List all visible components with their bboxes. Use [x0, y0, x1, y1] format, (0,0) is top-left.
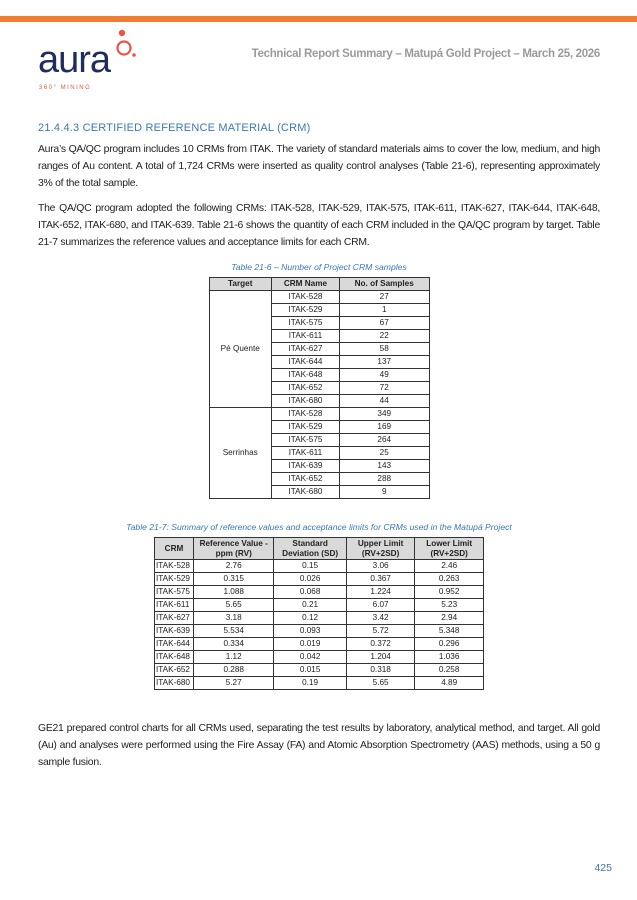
crm-name-cell: ITAK-528	[271, 291, 339, 304]
crm-name-cell: ITAK-528	[271, 408, 339, 421]
paragraph-control-charts: GE21 prepared control charts for all CRMs used, separating the test results by laboratory, analytical method, and target. All gold (Au) and analyses were performed using the Fire Assay (FA) and Atomic Absorption Spectrometry (AAS) methods, using a 50 g sample fusion.	[38, 723, 600, 768]
crm-name-cell: ITAK-611	[271, 447, 339, 460]
value-cell: 2.46	[415, 560, 484, 573]
value-cell: 0.068	[274, 586, 346, 599]
crm-name-cell: ITAK-680	[271, 395, 339, 408]
crm-name-cell: ITAK-627	[271, 343, 339, 356]
value-cell: 2.76	[193, 560, 273, 573]
sample-count-cell: 44	[339, 395, 429, 408]
value-cell: 0.042	[274, 651, 346, 664]
paragraph-intro: Aura’s QA/QC program includes 10 CRMs from ITAK. The variety of standard materials aims to cover the low, medium, and high ranges of Au content. A total of 1,724 CRMs were inserted as quality control analyses (Table 21-6), representing approximately 3% of the total sample.	[38, 144, 600, 189]
crm-name-cell: ITAK-648	[271, 369, 339, 382]
table-row	[155, 586, 484, 599]
crm-name-cell: ITAK-575	[155, 586, 194, 599]
value-cell: 4.89	[415, 677, 484, 690]
value-cell: 1.224	[346, 586, 414, 599]
value-cell: 0.952	[415, 586, 484, 599]
value-cell: 0.263	[415, 573, 484, 586]
table1-caption: Table 21-6 – Number of Project CRM samples	[231, 262, 407, 272]
crm-name-cell: ITAK-611	[155, 599, 194, 612]
table-row	[209, 408, 429, 421]
crm-name-cell: ITAK-575	[271, 317, 339, 330]
table2-caption: Table 21-7: Summary of reference values and acceptance limits for CRMs used in the Matupá Project	[126, 522, 512, 532]
table-header-row	[209, 278, 429, 291]
table-row	[155, 651, 484, 664]
value-cell: 3.18	[193, 612, 273, 625]
value-cell: 5.534	[193, 625, 273, 638]
sample-count-cell: 27	[339, 291, 429, 304]
value-cell: 0.315	[193, 573, 273, 586]
crm-name-cell: ITAK-639	[271, 460, 339, 473]
header-accent-bar	[0, 16, 637, 22]
column-header: Lower Limit (RV+2SD)	[415, 538, 484, 560]
column-header: Target	[209, 278, 271, 291]
crm-name-cell: ITAK-611	[271, 330, 339, 343]
column-header: Reference Value - ppm (RV)	[193, 538, 273, 560]
value-cell: 0.334	[193, 638, 273, 651]
crm-name-cell: ITAK-652	[271, 382, 339, 395]
value-cell: 1.088	[193, 586, 273, 599]
table-row	[155, 677, 484, 690]
crm-name-cell: ITAK-652	[271, 473, 339, 486]
table-row	[155, 612, 484, 625]
value-cell: 0.12	[274, 612, 346, 625]
crm-name-cell: ITAK-528	[155, 560, 194, 573]
sample-count-cell: 9	[339, 486, 429, 499]
value-cell: 0.367	[346, 573, 414, 586]
value-cell: 0.093	[274, 625, 346, 638]
logo-mark-icon	[116, 28, 156, 68]
value-cell: 1.036	[415, 651, 484, 664]
value-cell: 0.026	[274, 573, 346, 586]
value-cell: 5.23	[415, 599, 484, 612]
section-heading: 21.4.4.3 CERTIFIED REFERENCE MATERIAL (CRM)	[38, 122, 311, 134]
value-cell: 0.15	[274, 560, 346, 573]
crm-name-cell: ITAK-680	[271, 486, 339, 499]
crm-name-cell: ITAK-575	[271, 434, 339, 447]
crm-samples-table	[209, 277, 430, 499]
sample-count-cell: 1	[339, 304, 429, 317]
target-cell: Serrinhas	[209, 408, 271, 499]
table-row	[155, 625, 484, 638]
crm-name-cell: ITAK-680	[155, 677, 194, 690]
value-cell: 1.204	[346, 651, 414, 664]
value-cell: 3.42	[346, 612, 414, 625]
logo-wordmark: aura	[38, 39, 111, 81]
value-cell: 5.348	[415, 625, 484, 638]
crm-limits-table	[154, 537, 484, 690]
sample-count-cell: 67	[339, 317, 429, 330]
table-row	[155, 664, 484, 677]
table-row	[155, 599, 484, 612]
page-number: 425	[594, 862, 612, 874]
value-cell: 0.015	[274, 664, 346, 677]
sample-count-cell: 288	[339, 473, 429, 486]
crm-name-cell: ITAK-639	[155, 625, 194, 638]
value-cell: 2.94	[415, 612, 484, 625]
sample-count-cell: 22	[339, 330, 429, 343]
report-header-title: Technical Report Summary – Matupá Gold Project – March 25, 2026	[251, 48, 600, 60]
sample-count-cell: 49	[339, 369, 429, 382]
value-cell: 5.65	[193, 599, 273, 612]
sample-count-cell: 143	[339, 460, 429, 473]
sample-count-cell: 349	[339, 408, 429, 421]
table-row	[155, 573, 484, 586]
value-cell: 0.296	[415, 638, 484, 651]
column-header: Standard Deviation (SD)	[274, 538, 346, 560]
target-cell: Pé Quente	[209, 291, 271, 408]
aura-logo	[36, 28, 166, 94]
value-cell: 5.72	[346, 625, 414, 638]
column-header: CRM	[155, 538, 194, 560]
crm-name-cell: ITAK-644	[271, 356, 339, 369]
table-row	[209, 291, 429, 304]
table-header-row	[155, 538, 484, 560]
column-header: No. of Samples	[339, 278, 429, 291]
crm-name-cell: ITAK-529	[271, 421, 339, 434]
value-cell: 0.318	[346, 664, 414, 677]
value-cell: 0.19	[274, 677, 346, 690]
value-cell: 3.06	[346, 560, 414, 573]
crm-name-cell: ITAK-652	[155, 664, 194, 677]
report-body	[38, 121, 600, 779]
value-cell: 0.019	[274, 638, 346, 651]
sample-count-cell: 58	[339, 343, 429, 356]
crm-name-cell: ITAK-529	[271, 304, 339, 317]
value-cell: 0.258	[415, 664, 484, 677]
crm-name-cell: ITAK-529	[155, 573, 194, 586]
value-cell: 0.21	[274, 599, 346, 612]
value-cell: 5.65	[346, 677, 414, 690]
value-cell: 0.288	[193, 664, 273, 677]
sample-count-cell: 169	[339, 421, 429, 434]
value-cell: 1.12	[193, 651, 273, 664]
sample-count-cell: 264	[339, 434, 429, 447]
sample-count-cell: 25	[339, 447, 429, 460]
paragraph-crm-list: The QA/QC program adopted the following CRMs: ITAK-528, ITAK-529, ITAK-575, ITAK-611, ITAK-627, ITAK-644, ITAK-648, ITAK-652, ITAK-680, and ITAK-639. Table 21-6 shows the quantity of each CRM included in the QA/QC program by target. Table 21-7 summarizes the reference values and acceptance limits for each CRM.	[38, 203, 600, 248]
sample-count-cell: 137	[339, 356, 429, 369]
crm-name-cell: ITAK-648	[155, 651, 194, 664]
table-row	[155, 638, 484, 651]
crm-name-cell: ITAK-627	[155, 612, 194, 625]
value-cell: 6.07	[346, 599, 414, 612]
column-header: CRM Name	[271, 278, 339, 291]
crm-name-cell: ITAK-644	[155, 638, 194, 651]
value-cell: 5.27	[193, 677, 273, 690]
column-header: Upper Limit (RV+2SD)	[346, 538, 414, 560]
sample-count-cell: 72	[339, 382, 429, 395]
logo-tagline: 360° MINING	[39, 85, 92, 91]
value-cell: 0.372	[346, 638, 414, 651]
table-row	[155, 560, 484, 573]
